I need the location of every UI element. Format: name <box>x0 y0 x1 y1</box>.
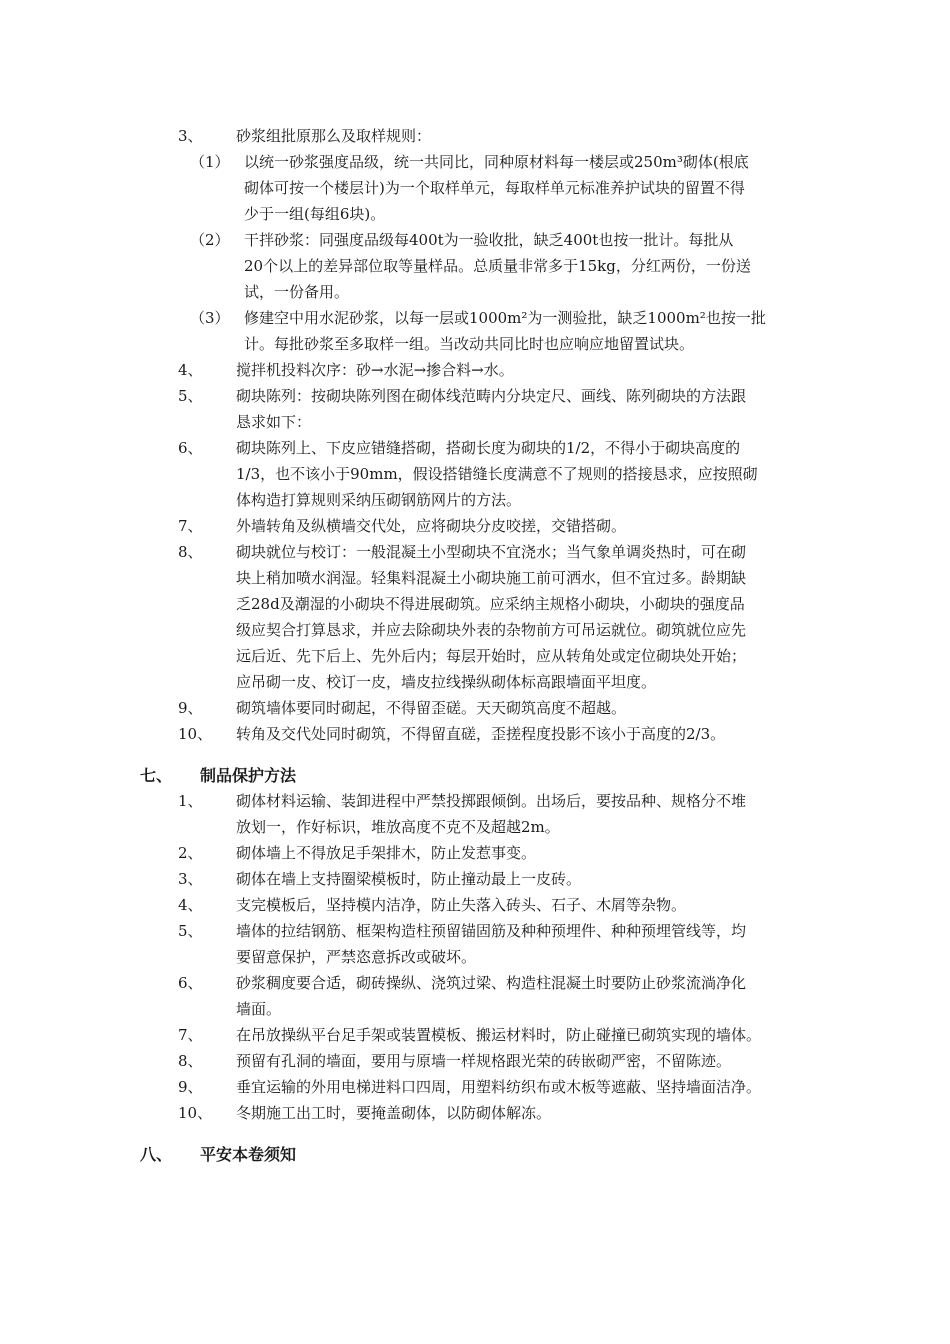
section6-item-line: 外墙转角及纵横墙交代处，应将砌块分皮咬搓，交错搭砌。 <box>236 517 627 535</box>
section6-item-number: 10、 <box>178 725 213 743</box>
section6-item-line: 计。每批砂浆至多取样一组。当改动共同比时也应响应地留置试块。 <box>244 335 695 353</box>
section6-item-number: 7、 <box>178 517 203 535</box>
section6-item-line: 应吊砌一皮、校订一皮，墙皮拉线操纵砌体标高跟墙面平坦度。 <box>236 673 657 691</box>
section7-item-line: 在吊放操纵平台足手架或装置模板、搬运材料时，防止碰撞已砌筑实现的墙体。 <box>236 1026 762 1044</box>
section7-item-line: 冬期施工出工时，要掩盖砌体，以防砌体解冻。 <box>236 1104 552 1122</box>
section6-item-line: 试，一份备用。 <box>244 283 350 301</box>
section6-item-line: 级应契合打算恳求，并应去除砌块外表的杂物前方可吊运就位。砌筑就位应先 <box>236 621 747 639</box>
section8-heading-title: 平安本卷须知 <box>200 1145 297 1164</box>
section6-item-line: 乏28d及潮湿的小砌块不得进展砌筑。应采纳主规格小砌块，小砌块的强度品 <box>236 595 745 613</box>
section8-heading <box>140 1141 540 1169</box>
section7-item-line: 砌体墙上不得放足手架排木，防止发惹事变。 <box>236 844 537 862</box>
section6-item-line: 少于一组(每组6块)。 <box>244 205 386 223</box>
section6-item-number: （2） <box>190 231 230 249</box>
section6-item-line: 搅拌机投料次序：砂→水泥→掺合料→水。 <box>236 361 514 379</box>
section6-item-number: 4、 <box>178 361 203 379</box>
section7-item-number: 7、 <box>178 1026 203 1044</box>
section7-item-number: 10、 <box>178 1104 213 1122</box>
section6-item-number: 8、 <box>178 543 203 561</box>
section6-item-line: 远后近、先下后上、先外后内；每层开始时，应从转角处或定位砌块处开始； <box>236 647 747 665</box>
section6-item-line: 砌块陈列：按砌块陈列图在砌体线范畴内分块定尺、画线、陈列砌块的方法跟 <box>236 387 747 405</box>
section7-item-number: 6、 <box>178 974 203 992</box>
section6-item-line: 砌块就位与校订：一般混凝土小型砌块不宜浇水；当气象单调炎热时，可在砌 <box>236 543 747 561</box>
section7-item-line: 砂浆稠度要合适，砌砖操纵、浇筑过梁、构造柱混凝土时要防止砂浆流淌净化 <box>236 974 747 992</box>
section7-item-number: 5、 <box>178 922 203 940</box>
section7-item-number: 4、 <box>178 896 203 914</box>
section7-item-number: 2、 <box>178 844 203 862</box>
section6-item-number: （3） <box>190 309 230 327</box>
section7-item-line: 墙面。 <box>236 1000 282 1018</box>
section7-item-number: 3、 <box>178 870 203 888</box>
section7-item-line: 要留意保护，严禁恣意拆改或破坏。 <box>236 948 477 966</box>
section6-item-line: 修建空中用水泥砂浆，以每一层或1000m²为一测验批，缺乏1000m²也按一批 <box>244 309 766 327</box>
section6-item-line: 转角及交代处同时砌筑，不得留直磋，歪搓程度投影不该小于高度的2/3。 <box>236 725 726 743</box>
section6-item-line: 干拌砂浆：同强度品级每400t为一验收批，缺乏400t也按一批计。每批从 <box>244 231 734 249</box>
section6-item-number: 5、 <box>178 387 203 405</box>
section6-item-line: 砌筑墙体要同时砌起，不得留歪磋。天天砌筑高度不超越。 <box>236 699 627 717</box>
section7-item-number: 9、 <box>178 1078 203 1096</box>
section7-heading-number: 七、 <box>140 766 173 785</box>
section6-item-line: 砌体可按一个楼层计)为一个取样单元，每取样单元标准养护试块的留置不得 <box>244 179 745 197</box>
section6-item-line: 20个以上的差异部位取等量样品。总质量非常多于15kg，分红两份，一份送 <box>244 257 751 275</box>
section7-heading-title: 制品保护方法 <box>200 766 297 785</box>
section7-item-number: 1、 <box>178 792 203 810</box>
section7-item-number: 8、 <box>178 1052 203 1070</box>
section6-item-line: 块上稍加喷水润湿。轻集料混凝土小砌块施工前可洒水，但不宜过多。龄期缺 <box>236 569 747 587</box>
section6-item-line: 砌块陈列上、下皮应错缝搭砌，搭砌长度为砌块的1/2，不得小于砌块高度的 <box>236 439 741 457</box>
section7-heading <box>140 762 540 790</box>
section7-item-line: 砌体材料运输、装卸进程中严禁投掷跟倾倒。出场后，要按品种、规格分不堆 <box>236 792 747 810</box>
section8-heading-number: 八、 <box>140 1145 173 1164</box>
section6-item-number: 9、 <box>178 699 203 717</box>
section6-item-number: （1） <box>190 153 230 171</box>
section7-item-line: 砌体在墙上支持圈梁模板时，防止撞动最上一皮砖。 <box>236 870 582 888</box>
section6-item-line: 1/3，也不该小于90mm，假设搭错缝长度满意不了规则的搭接恳求，应按照砌 <box>236 465 758 483</box>
section6-item-line: 恳求如下： <box>236 413 312 431</box>
section6-item-line: 体构造打算规则采纳压砌钢筋网片的方法。 <box>236 491 522 509</box>
section7-item-line: 放划一，作好标识，堆放高度不克不及超越2m。 <box>236 818 560 836</box>
section6-item-line: 以统一砂浆强度品级，统一共同比，同种原材料每一楼层或250m³砌体(根底 <box>244 153 749 171</box>
section7-item-line: 预留有孔洞的墙面，要用与原墙一样规格跟光荣的砖嵌砌严密，不留陈迹。 <box>236 1052 732 1070</box>
section6-item-number: 3、 <box>178 127 203 145</box>
section6-item-line: 砂浆组批原那么及取样规则： <box>236 127 432 145</box>
section6-item-number: 6、 <box>178 439 203 457</box>
section7-item-line: 垂宜运输的外用电梯进料口四周，用塑料纺织布或木板等遮蔽、坚持墙面洁净。 <box>236 1078 762 1096</box>
section7-item-line: 墙体的拉结钢筋、框架构造柱预留锚固筋及种种预埋件、种种预埋管线等，均 <box>236 922 747 940</box>
section7-item-line: 支完模板后，坚持模内洁净，防止失落入砖头、石子、木屑等杂物。 <box>236 896 687 914</box>
